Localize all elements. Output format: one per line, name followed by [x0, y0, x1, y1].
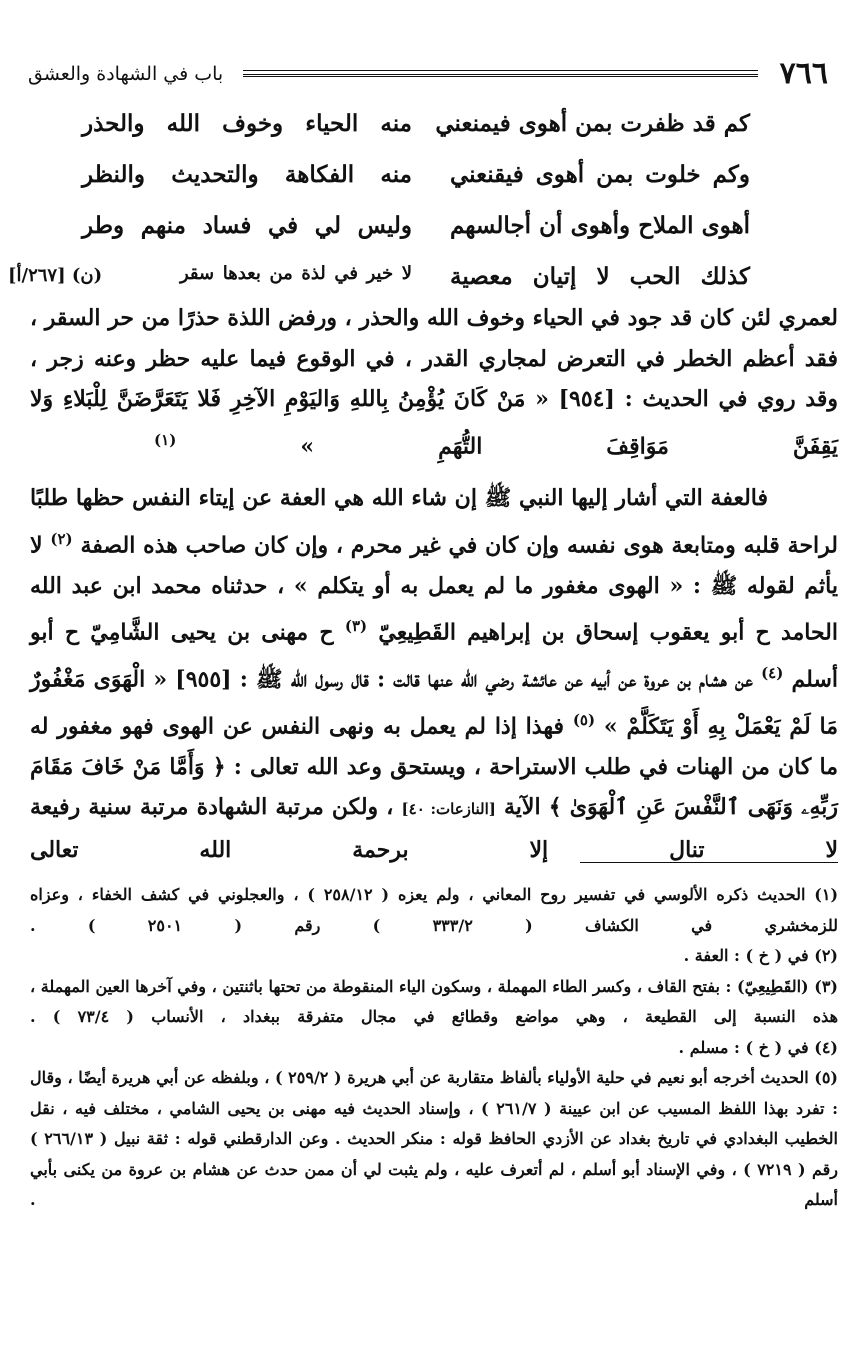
- footnote: (٥) الحديث أخرجه أبو نعيم في حلية الأولياء بألفاظ متقاربة عن أبي هريرة ( ٢٥٩/٢ ) ، وبلفظه عن أبي هريرة أيضًا ، وقال : تفرد بهذا اللفظ المسيب عن ابن عيينة ( ٢٦١/٧ ) ، وإسناد الحديث فيه مهنى بن يحيى الشامي ، مختلف فيه ، نقل الخطيب البغدادي في تاريخ بغداد عن الأزدي الحافظ قوله : منكر الحديث . وعن الدارقطني قوله : ثقة نبيل ( ٢٦٦/١٣ ) رقم ( ٧٢١٩ ) ، وفي الإسناد أبو أسلم ، لم أتعرف عليه ، ولم يثبت لي أن ممن حدث عن هشام بن عروة من يكنى بأبي أسلم .: [30, 1068, 839, 1209]
- verse-second-hemistich: لا خير في لذة من بعدها سقر: [180, 263, 412, 284]
- footnote-marker: (٣): [344, 617, 368, 636]
- footnote-marker: (٤): [761, 663, 784, 682]
- footnote: (٤) في ( خ ) : مسلم .: [678, 1037, 838, 1057]
- poem: [8, 110, 750, 314]
- verse-second-hemistich: منه الفكاهة والتحديث والنظر: [82, 161, 412, 188]
- manuscript-folio-ref: (ن) [٢٦٧/أ]: [8, 265, 103, 286]
- footnote: (٣) (القَطِيعِيّ) : بفتح القاف ، وكسر الطاء المهملة ، وسكون الياء المنقوطة من تحتها باثنتين ، وفي آخرها العين المهملة ، هذه النسبة إلى القطيعة ، وهي مواضع وقطائع في مجال متفرقة ببغداد ، الأنساب ( ٧٣/٤ ) .: [30, 976, 839, 1026]
- paragraph: فالعفة التي أشار إليها النبي ﷺ إن شاء الله هي العفة عن إيتاء النفس حظها طلبًا لراحة قلبه ومتابعة هوى نفسه وإن كان في غير محرم ، وإن كان صاحب هذه الصفة $^{(٢)}$ لا يأثم لقوله ﷺ : « الهوى مغفور ما لم يعمل به أو يتكلم » ، حدثناه محمد ابن عبد الله الحامد ح أبو يعقوب إسحاق بن إبراهيم القَطِيعِيّ $^{(٣)}$ ح مهنى بن يحيى الشَّامِيّ ح أبو أسلم $^{(٤)}$ عن هشام بن عروة عن أبيه عن عائشة رضي الله عنها قالت : قال رسول الله ﷺ : [٩٥٥] « الْهَوَى مَغْفُورٌ مَا لَمْ يَعْمَلْ بِهِ أَوْ يَتَكَلَّمْ » $^{(٥)}$ فهذا إذا لم يعمل به ونهى النفس عن الهوى فهو مغفور له ما كان من الهنات في طلب الاستراحة ، ويستحق وعد الله تعالى : ﴿ وَأَمَّا مَنْ خَافَ مَقَامَ رَبِّهِۦ وَنَهَى ٱلنَّفْسَ عَنِ ٱلْهَوَىٰ ﴾ الآية [النازعات: ٤٠] ، ولكن مرتبة الشهادة مرتبة سنية رفيعة لا تنال إلا برحمة الله تعالى: [30, 485, 838, 863]
- verse-second-hemistich: وليس لي في فساد منهم وطر: [82, 212, 412, 239]
- footnote: (٢) في ( خ ) : العفة .: [683, 946, 838, 965]
- header-rule: [243, 70, 758, 77]
- footnote-marker: (٢): [50, 529, 73, 548]
- footnotes: [30, 880, 838, 1216]
- footnote-separator: [580, 862, 838, 863]
- verse-first-hemistich: كم قد ظفرت بمن أهوى فيمنعني: [435, 110, 750, 137]
- verse: [30, 161, 750, 212]
- footnote: (١) الحديث ذكره الألوسي في تفسير روح المعاني ، ولم يعزه ( ٢٥٨/١٢ ) ، والعجلوني في كشف الخفاء ، وعزاه للزمخشري في الكشاف ( ٣٣٣/٢ ) رقم ( ٢٥٠١ ) .: [30, 885, 839, 935]
- verse-first-hemistich: وكم خلوت بمن أهوى فيقنعني: [450, 161, 750, 188]
- page-number: ٧٦٦: [779, 56, 828, 91]
- main-text: [30, 298, 838, 870]
- verse-first-hemistich: أهوى الملاح وأهوى أن أجالسهم: [450, 212, 750, 239]
- paragraph: لعمري لئن كان قد جود في الحياء وخوف الله والحذر ، ورفض اللذة حذرًا من حر السقر ، فقد أعظم الخطر في التعرض لمجاري القدر ، في الوقوع فيما عليه حظر وعنه زجر ، وقد روي في الحديث : [٩٥٤] « مَنْ كَانَ يُؤْمِنُ بِاللهِ وَاليَوْمِ الآخِرِ فَلا يَتَعَرَّضَنَّ لِلْبَلاءِ وَلا يَقِفَنَّ مَوَاقِفَ التُّهَمِ » $^{(١)}$: [30, 305, 838, 459]
- page-header: [28, 58, 828, 92]
- verse-second-hemistich: منه الحياء وخوف الله والحذر: [82, 110, 412, 137]
- quran-reference: [النازعات: ٤٠]: [401, 800, 496, 819]
- verse: [30, 110, 750, 161]
- running-title: باب في الشهادة والعشق: [28, 63, 224, 85]
- verse-first-hemistich: كذلك الحب لا إتيان معصية: [450, 263, 750, 290]
- footnote-marker: (١): [154, 430, 177, 449]
- footnote-marker: (٥): [572, 710, 596, 729]
- verse: [30, 212, 750, 263]
